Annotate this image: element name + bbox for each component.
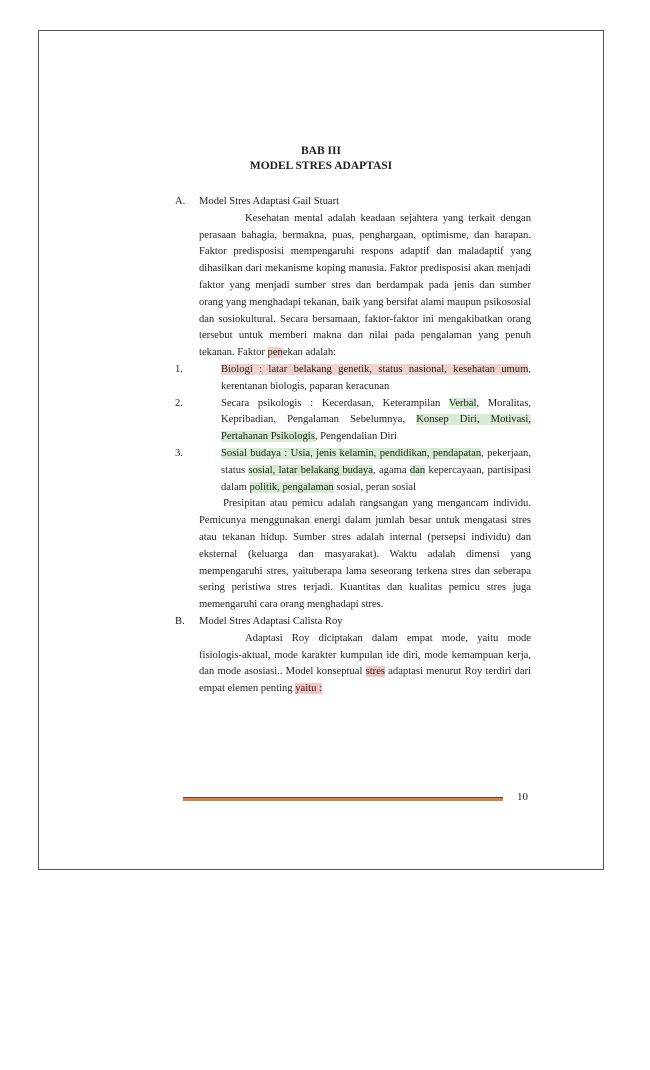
- list-number: 2.: [175, 397, 183, 409]
- highlighted-text: Sosial budaya : Usia, jenis kelamin, pendidikan, pendapatan: [221, 447, 482, 459]
- footer-rule: [183, 797, 503, 801]
- page-number: 10: [517, 791, 528, 803]
- chapter-title: MODEL STRES ADAPTASI: [249, 160, 393, 172]
- document-page: [38, 30, 604, 870]
- list-item: [175, 446, 531, 496]
- highlighted-text: stres: [365, 666, 386, 678]
- section-a-marker: A.: [175, 196, 186, 207]
- section-b-title: Model Stres Adaptasi Calista Roy: [199, 615, 343, 627]
- highlighted-text: Konsep Diri, Motivasi, Pertahanan Psikologis: [221, 414, 531, 443]
- intro-text: Kesehatan mental adalah keadaan sejahtera yang terkait dengan perasaan bahagia, bermakna, puas, penghargaan, optimisme, dan harapan. Faktor predisposisi mempengaruhi respons adaptif dan maladaptif yang dihasilkan dari mekanisme koping manusia. Faktor predisposisi akan menjadi faktor yang menjadi sumber stres dan berdampak pada jenis dan sumber orang yang menghadapi tekanan, baik yang bersifat alami maupun psikososial dan sosiokultural. Secara bersamaan, faktor-faktor ini mengakibatkan orang tersebut untuk memberi makna dan nilai pada pengalaman yang penuh tekanan. Faktor: [199, 212, 531, 359]
- highlighted-text: Biologi : latar belakang genetik, status nasional, kesehatan umum: [221, 363, 529, 375]
- section-b-body: [199, 631, 531, 698]
- section-a-heading: [175, 194, 531, 211]
- list-text: , pekerjaan, status: [221, 447, 532, 476]
- highlighted-text: sosial, latar belakang budaya: [248, 464, 373, 476]
- section-a-closing: Presipitan atau pemicu adalah rangsangan yang mengancam individu. Pemicunya menggunakan energi dalam jumlah besar untuk mengatasi stres atau tekanan hidup. Sumber stres adalah internal (persepsi individu) dan eksternal (keluarga dan masyarakat). Waktu adalah dimensi yang mempengaruhi stres, yaituberapa lama seseorang terkena stres dan seberapa sering peristiwa stres terjadi. Kuantitas dan kualitas pemicu stres juga memengaruhi cara orang menghadapi stres.: [199, 498, 531, 611]
- list-item: [175, 362, 531, 396]
- highlighted-text: yaitu :: [295, 683, 322, 695]
- section-b-marker: B.: [175, 615, 185, 627]
- factor-list: [175, 362, 531, 496]
- list-number: 3.: [175, 447, 183, 459]
- highlighted-text: dan: [409, 464, 426, 476]
- list-text: , Moralitas, Kepribadian, Pengalaman Sebelumnya,: [221, 397, 532, 426]
- page-content: [175, 194, 531, 698]
- highlighted-text: Verbal: [448, 397, 477, 409]
- list-text: sosial, peran sosial: [333, 481, 417, 493]
- list-text: , kerentanan biologis, paparan keracunan: [221, 363, 531, 392]
- list-text: kepercayaan, partisipasi dalam: [221, 464, 532, 493]
- list-text: Secara psikologis : Kecerdasan, Keterampilan: [221, 397, 449, 409]
- body-text: Adaptasi Roy diciptakan dalam empat mode, yaitu mode fisiologis-aktual, mode karakter kumpulan ide diri, mode kemampuan kerja, dan mode asosiasi.. Model konseptual: [199, 632, 531, 678]
- section-b-heading: [175, 614, 531, 631]
- list-item: [175, 396, 531, 446]
- section-a-title: Model Stres Adaptasi Gail Stuart: [199, 196, 340, 207]
- list-text: , Pengendalian Diri: [314, 431, 397, 443]
- list-text: , agama: [372, 464, 410, 476]
- chapter-label: BAB III: [301, 145, 341, 157]
- list-number: 1.: [175, 363, 183, 375]
- body-text: adaptasi menurut Roy terdiri dari empat elemen penting: [199, 666, 531, 695]
- intro-highlight: pen: [267, 347, 283, 359]
- section-a-intro: [199, 211, 531, 362]
- highlighted-text: politik, pengalaman: [249, 481, 334, 493]
- intro-text-end: ekan adalah:: [282, 347, 337, 359]
